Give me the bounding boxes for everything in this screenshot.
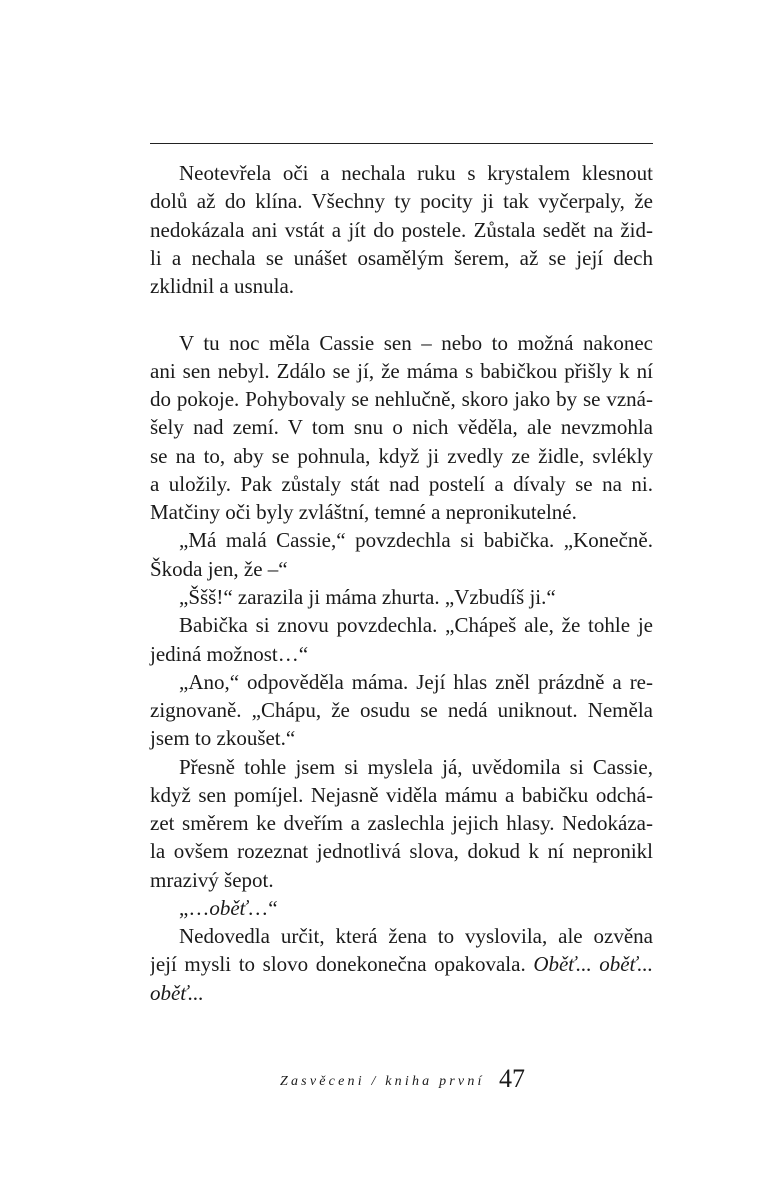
line-text: zet směrem ke dveřím a zaslechla jejich hlasy. Nedokáza-: [150, 811, 653, 836]
line-text: „Ššš!“ zarazila ji máma zhurta. „Vzbudíš ji.“: [179, 584, 556, 609]
italic-text: oběť...: [150, 980, 204, 1005]
text-line: [150, 753, 653, 781]
text-line: [150, 470, 653, 498]
line-text: a uložily. Pak zůstaly stát nad postelí a dívaly se na ni.: [150, 471, 653, 496]
line-text: ani sen nebyl. Zdálo se jí, že máma s babičkou přišly k ní: [150, 358, 653, 383]
text-line: [150, 216, 653, 244]
text-line: [150, 329, 653, 357]
line-text: nedokázala ani vstát a jít do postele. Zůstala sedět na žid-: [150, 217, 653, 242]
text-line: [150, 611, 653, 639]
line-text: její mysli to slovo donekonečna opakovala.: [150, 952, 534, 977]
header-rule: [150, 143, 653, 144]
running-title: Zasvěceni / kniha první: [280, 1074, 485, 1089]
text-line: [150, 526, 653, 554]
text-line: [150, 357, 653, 385]
text-line: [150, 244, 653, 272]
text-line: [150, 385, 653, 413]
text-line: [150, 583, 653, 611]
text-line: [150, 640, 653, 668]
text-line: [150, 922, 653, 950]
italic-text: oběť: [209, 895, 248, 920]
text-line: [150, 894, 653, 922]
text-line: [150, 159, 653, 187]
line-text: „Ano,“ odpověděla máma. Její hlas zněl prázdně a re-: [179, 669, 653, 694]
text-line: [150, 668, 653, 696]
text-line: [150, 696, 653, 724]
line-text: …“: [247, 895, 278, 920]
line-text: Škoda jen, že –“: [150, 556, 288, 581]
blank-line: [150, 300, 653, 328]
line-text: Babička si znovu povzdechla. „Chápeš ale, že tohle je: [179, 613, 653, 638]
line-text: Neotevřela oči a nechala ruku s krystalem klesnout: [179, 161, 653, 185]
line-text: zklidnil a usnula.: [150, 274, 295, 299]
line-text: li a nechala se unášet osamělým šerem, až se její dech: [150, 245, 653, 270]
line-text: do pokoje. Pohybovaly se nehlučně, skoro jako by se vzná-: [150, 387, 653, 412]
text-line: [150, 724, 653, 752]
line-text: la ovšem rozeznat jednotlivá slova, dokud k ní nepronikl: [150, 839, 653, 864]
line-text: „…: [179, 895, 210, 920]
text-line: [150, 781, 653, 809]
text-line: [150, 272, 653, 300]
text-line: [150, 809, 653, 837]
line-text: V tu noc měla Cassie sen – nebo to možná nakonec: [179, 330, 653, 355]
line-text: dolů až do klína. Všechny ty pocity ji tak vyčerpaly, že: [150, 189, 653, 214]
text-line: [150, 442, 653, 470]
text-line: [150, 979, 653, 1007]
text-line: [150, 187, 653, 215]
text-line: [150, 866, 653, 894]
body-text: [150, 159, 653, 1007]
text-line: [150, 837, 653, 865]
italic-text: Oběť... oběť...: [533, 952, 653, 977]
page-number: 47: [499, 1064, 525, 1093]
text-line: [150, 498, 653, 526]
line-text: Přesně tohle jsem si myslela já, uvědomila si Cassie,: [179, 754, 653, 779]
line-text: jediná možnost…“: [150, 641, 309, 666]
text-line: [150, 413, 653, 441]
line-text: Nedovedla určit, která žena to vyslovila, ale ozvěna: [179, 924, 653, 949]
line-text: šely nad zemí. V tom snu o nich věděla, ale nevzmohla: [150, 415, 653, 440]
text-line: [150, 555, 653, 583]
line-text: mrazivý šepot.: [150, 867, 274, 892]
text-line: [150, 950, 653, 978]
line-text: jsem to zkoušet.“: [150, 726, 296, 751]
line-text: se na to, aby se pohnula, když ji zvedly ze židle, svlékly: [150, 443, 653, 468]
line-text: zignovaně. „Chápu, že osudu se nedá uniknout. Neměla: [150, 698, 653, 723]
line-text: „Má malá Cassie,“ povzdechla si babička. „Konečně.: [179, 528, 653, 553]
line-text: když sen pomíjel. Nejasně viděla mámu a babičku odchá-: [150, 782, 653, 807]
line-text: Matčiny oči byly zvláštní, temné a nepronikutelné.: [150, 500, 577, 525]
